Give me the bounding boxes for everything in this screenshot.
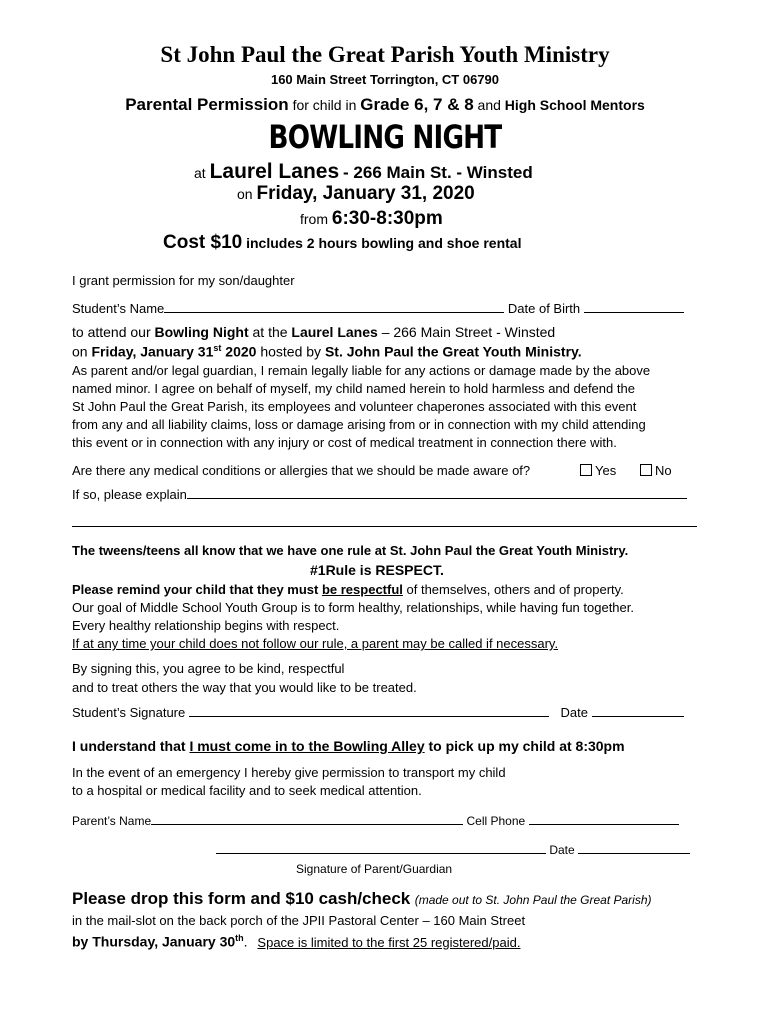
grant-text: I grant permission for my son/daughter <box>72 273 295 288</box>
host-org: St. John Paul the Great Youth Ministry. <box>324 343 582 360</box>
attend-text-2: at the <box>252 324 288 340</box>
parent-date-field[interactable] <box>578 841 690 854</box>
venue-address: - 266 Main St. - Winsted <box>343 163 533 182</box>
parent-name-row <box>72 812 679 828</box>
no-checkbox[interactable] <box>640 464 652 476</box>
healthy-line: Every healthy relationship begins with respect. <box>72 618 340 633</box>
liability-line: named minor. I agree on behalf of myself, my child named herein to hold harmless and defend the <box>72 381 635 396</box>
dob-field[interactable] <box>584 300 684 313</box>
sign-line-1: By signing this, you agree to be kind, respectful <box>72 661 345 676</box>
emergency-line-1: In the event of an emergency I hereby give permission to transport my child <box>72 765 506 780</box>
dob-label: Date of Birth <box>507 301 581 316</box>
liability-line: this event or in connection with any injury or cost of medical treatment in connection there with. <box>72 435 617 450</box>
permission-text: for child in <box>292 97 357 113</box>
time-line <box>300 208 443 230</box>
venue-name: Laurel Lanes <box>209 160 340 183</box>
remind-text-2: of themselves, others and of property. <box>406 582 624 597</box>
student-name-field[interactable] <box>164 300 504 313</box>
cell-phone-label: Cell Phone <box>466 814 526 828</box>
cell-phone-field[interactable] <box>529 812 679 825</box>
attend-event: Bowling Night <box>154 324 249 340</box>
venue-line <box>194 160 533 184</box>
student-name-label: Student’s Name <box>72 301 165 316</box>
pickup-text-1: I understand that <box>72 738 186 754</box>
drop-line <box>72 889 652 909</box>
org-title: St John Paul the Great Parish Youth Ministry <box>160 42 610 67</box>
cost-includes: includes 2 hours bowling and shoe rental <box>246 235 522 251</box>
hosted-by: hosted by <box>260 343 322 360</box>
medical-question: Are there any medical conditions or allergies that we should be made aware of? <box>72 463 531 478</box>
yes-option[interactable] <box>580 463 616 478</box>
deadline-period: . <box>243 933 248 950</box>
event-time: 6:30-8:30pm <box>331 208 443 229</box>
time-from: from <box>300 211 328 227</box>
no-option[interactable] <box>640 463 672 478</box>
pickup-line <box>72 738 625 754</box>
deadline-sup: th <box>235 933 244 943</box>
pickup-text-2: I must come in to the Bowling Alley <box>189 738 425 754</box>
cost: Cost $10 <box>163 232 243 253</box>
mentors: High School Mentors <box>504 97 645 113</box>
parent-date-label: Date <box>549 843 575 857</box>
liability-line: St John Paul the Great Parish, its employees and volunteer chaperones associated with this event <box>72 399 637 414</box>
on-text: on <box>72 343 88 360</box>
mail-line: in the mail-slot on the back porch of the JPII Pastoral Center – 160 Main Street <box>72 913 526 928</box>
parent-name-field[interactable] <box>151 812 463 825</box>
emergency-line-2: to a hospital or medical facility and to seek medical attention. <box>72 783 422 798</box>
pickup-text-3: to pick up my child at 8:30pm <box>428 738 625 754</box>
sign-line-2: and to treat others the way that you would like to be treated. <box>72 680 417 695</box>
student-date-label: Date <box>560 705 588 720</box>
space-limit: Space is limited to the first 25 registered/paid. <box>257 934 521 950</box>
goal-line: Our goal of Middle School Youth Group is to form healthy, relationships, while having fun together. <box>72 600 634 615</box>
rule-title: The tweens/teens all know that we have one rule at St. John Paul the Great Youth Ministry. <box>72 543 629 558</box>
permission-and: and <box>477 97 501 113</box>
student-name-row <box>72 300 684 316</box>
on-date: Friday, January 31 <box>91 343 214 360</box>
venue-at: at <box>194 165 206 181</box>
on-year: 2020 <box>225 343 257 360</box>
explain-field[interactable] <box>187 486 687 499</box>
yes-checkbox[interactable] <box>580 464 592 476</box>
date-on: on <box>237 186 253 202</box>
permission-line <box>0 95 770 115</box>
rule-respect: #1Rule is RESPECT. <box>310 562 444 578</box>
parent-sig-field[interactable] <box>216 841 546 854</box>
student-sig-row <box>72 704 684 720</box>
explain-label: If so, please explain <box>72 487 187 502</box>
permission-label: Parental Permission <box>125 95 289 114</box>
no-label: No <box>655 463 672 478</box>
deadline-line <box>72 933 520 950</box>
explain-row <box>72 486 687 502</box>
parent-sig-row <box>216 841 690 857</box>
attend-text-1: to attend our <box>72 324 151 340</box>
student-date-field[interactable] <box>592 704 684 717</box>
attend-line <box>72 324 555 340</box>
remind-text: Please remind your child that they must <box>72 582 319 597</box>
student-sig-label: Student’s Signature <box>72 705 186 720</box>
parent-name-label: Parent’s Name <box>72 814 152 828</box>
drop-text: Please drop this form and $10 cash/check <box>72 889 411 908</box>
liability-line: from any and all liability claims, loss or damage arising from or in connection with my child attending <box>72 417 646 432</box>
event-title-wrap <box>0 118 770 156</box>
grades: Grade 6, 7 & 8 <box>360 95 474 114</box>
deadline-date: by Thursday, January 30 <box>72 933 236 950</box>
on-date-sup: st <box>213 343 222 353</box>
on-line <box>72 343 582 360</box>
student-sig-field[interactable] <box>189 704 549 717</box>
remind-respectful: be respectful <box>321 582 403 597</box>
yes-label: Yes <box>595 463 617 478</box>
event-title: BOWLING NIGHT <box>268 118 502 156</box>
date-line <box>237 183 475 205</box>
org-address: 160 Main Street Torrington, CT 06790 <box>270 72 500 87</box>
drop-note: (made out to St. John Paul the Great Parish) <box>414 893 652 907</box>
follow-line: If at any time your child does not follow our rule, a parent may be called if necessary. <box>72 636 559 651</box>
liability-line: As parent and/or legal guardian, I remain legally liable for any actions or damage made by the above <box>72 363 651 378</box>
attend-venue: Laurel Lanes <box>291 324 378 340</box>
attend-address: – 266 Main Street - Winsted <box>381 324 556 340</box>
liability-text <box>72 362 650 452</box>
explain-field-2[interactable] <box>72 526 697 527</box>
cost-line <box>163 232 521 254</box>
parent-sig-label: Signature of Parent/Guardian <box>296 862 453 876</box>
event-date: Friday, January 31, 2020 <box>256 183 475 204</box>
remind-line <box>72 582 624 597</box>
